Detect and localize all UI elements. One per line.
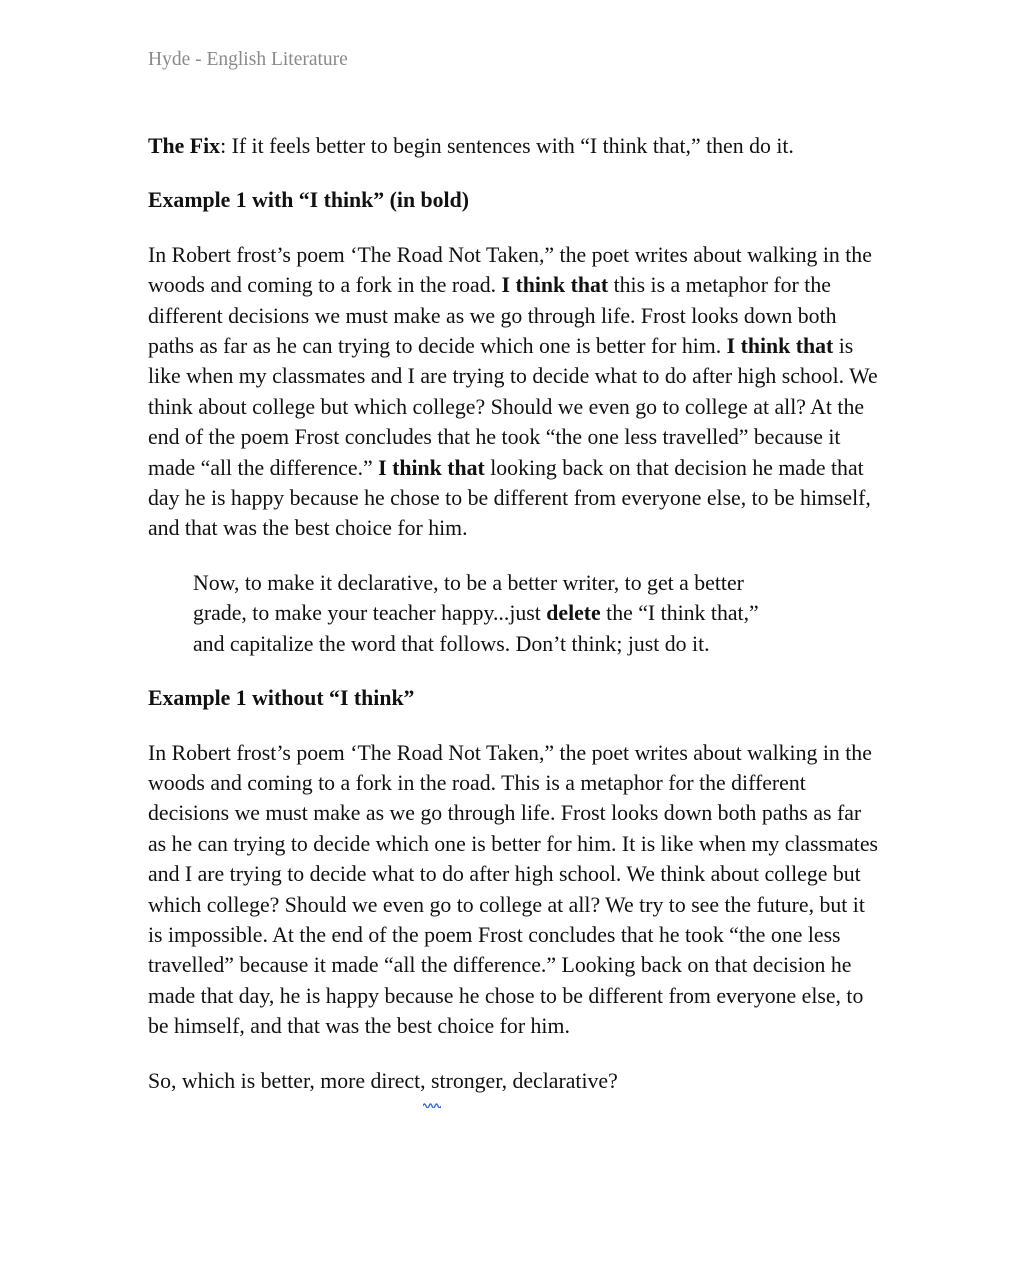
text-segment: this is a metaphor for the different decisions we must make as we go through life. Frost looks down both paths as far as he can trying to decide which one is better for him. bbox=[148, 273, 837, 359]
bold-phrase: I think that bbox=[501, 273, 609, 298]
fix-text: : If it feels better to begin sentences with “I think that,” then do it. bbox=[220, 134, 794, 158]
bold-phrase: I think that bbox=[378, 455, 485, 480]
example1-with-paragraph bbox=[148, 240, 878, 544]
closing-before: So, which is better, more direct bbox=[148, 1068, 421, 1093]
example1-without-paragraph: In Robert frost’s poem ‘The Road Not Taken,” the poet writes about walking in the woods and coming to a fork in the road. This is a metaphor for the different decisions we must make as we go through life. Frost looks down both paths as far as he can trying to decide which one is better for him. It is like when my classmates and I are trying to decide what to do after high school. We think about college but which college? Should we even go to college at all? We try to see the future, but it is impossible. At the end of the poem Frost concludes that he took “the one less travelled” because it made “all the difference.” Looking back on that decision he made that day, he is happy because he chose to be different from everyone else, to be himself, and that was the best choice for him. bbox=[148, 740, 878, 1039]
text-segment: looking back on that decision he made that day he is happy because he chose to be different from everyone else, to be himself, and that was the best choice for him. bbox=[148, 455, 871, 541]
instruction-paragraph bbox=[193, 568, 793, 659]
text-segment: In Robert frost’s poem ‘The Road Not Taken,” the poet writes about walking in the woods and coming to a fork in the road. bbox=[148, 242, 872, 298]
fix-paragraph bbox=[148, 131, 878, 161]
example1-without-heading: Example 1 without “I think” bbox=[148, 686, 415, 711]
closing-comma: , bbox=[420, 1068, 426, 1093]
bold-phrase: I think that bbox=[726, 334, 834, 359]
instruction-before: Now, to make it declarative, to be a better writer, to get a better grade, to make your teacher happy...just bbox=[193, 570, 744, 626]
text-segment: is like when my classmates and I are trying to decide what to do after high school. We think about college but which college? Should we even go to college at all? At the end of the poem Frost concludes that he took “the one less travelled” because it made “all the difference.” bbox=[148, 334, 878, 480]
document-body bbox=[148, 131, 878, 1096]
fix-label: The Fix bbox=[148, 134, 221, 158]
closing-after: stronger, declarative? bbox=[425, 1068, 618, 1093]
instruction-after: the “I think that,” and capitalize the word that follows. Don’t think; just do it. bbox=[193, 601, 759, 656]
instruction-bold-word: delete bbox=[546, 601, 601, 626]
page-header: Hyde - English Literature bbox=[148, 49, 348, 70]
example1-with-heading: Example 1 with “I think” (in bold) bbox=[148, 188, 469, 213]
closing-question bbox=[148, 1066, 878, 1096]
